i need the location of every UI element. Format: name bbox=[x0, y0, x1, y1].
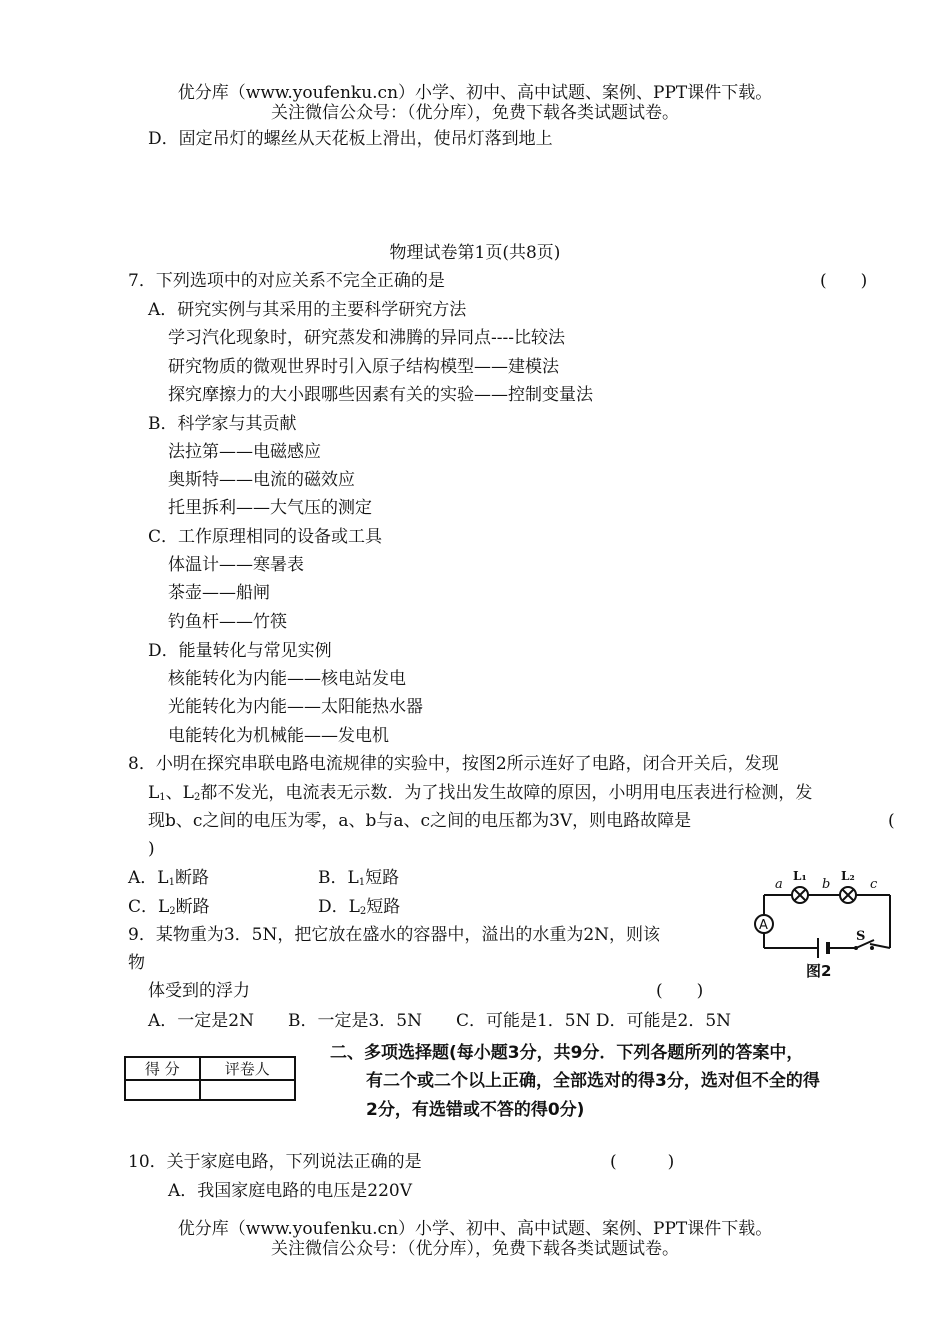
question-10-stem: 10．关于家庭电路，下列说法正确的是 bbox=[128, 1152, 422, 1172]
question-7-answer-paren: ( ) bbox=[820, 271, 868, 291]
question-8-line-1: 8．小明在探究串联电路电流规律的实验中，按图2所示连好了电路，闭合开关后，发现 bbox=[128, 754, 779, 774]
point-label-a: a bbox=[775, 877, 783, 892]
question-8-line-3: 现b、c之间的电压为零，a、b与a、c之间的电压都为3V，则电路故障是 bbox=[148, 811, 692, 831]
question-9-answer-paren: ( ) bbox=[656, 981, 704, 1001]
question-9-options: A．一定是2N B．一定是3．5N C．可能是1．5N D．可能是2．5N bbox=[148, 1011, 732, 1031]
question-9-line-2: 物 bbox=[128, 953, 145, 973]
q8-option-a: A．$L_1$断路 bbox=[128, 868, 209, 888]
q7-option-a-item-1: 学习汽化现象时，研究蒸发和沸腾的异同点----比较法 bbox=[168, 328, 565, 348]
score-table bbox=[124, 1056, 296, 1101]
circuit-diagram-figure-2 bbox=[748, 866, 898, 984]
footer-line-2: 关注微信公众号：（优分库），免费下载各类试题试卷。 bbox=[271, 1239, 679, 1259]
q7-option-d-item-3: 电能转化为机械能——发电机 bbox=[168, 726, 389, 746]
question-10-option-a: A．我国家庭电路的电压是220V bbox=[168, 1181, 413, 1201]
lamp-label-l1: L₁ bbox=[793, 869, 807, 883]
question-9-line-3: 体受到的浮力 bbox=[148, 981, 250, 1001]
q7-option-b-title: B．科学家与其贡献 bbox=[148, 414, 297, 434]
question-7-stem: 7．下列选项中的对应关系不完全正确的是 bbox=[128, 271, 445, 291]
q7-option-c-item-3: 钓鱼杆——竹筷 bbox=[168, 612, 287, 632]
switch-contact bbox=[870, 946, 874, 950]
section-2-heading-line-3: 2分，有选错或不答的得0分) bbox=[366, 1100, 585, 1120]
q7-option-b-item-2: 奥斯特——电流的磁效应 bbox=[168, 470, 355, 490]
q7-option-a-item-2: 研究物质的微观世界时引入原子结构模型——建模法 bbox=[168, 357, 559, 377]
q8-option-b: B．$L_1$短路 bbox=[318, 868, 400, 888]
footer-line-1: 优分库（www.youfenku.cn）小学、初中、高中试题、案例、PPT课件下载。 bbox=[177, 1219, 773, 1239]
question-8-paren-close: ) bbox=[148, 839, 155, 859]
point-label-b: b bbox=[822, 877, 831, 892]
lamp-label-l2: L₂ bbox=[841, 869, 855, 883]
q8-option-c: C．$L_2$断路 bbox=[128, 897, 210, 917]
question-10-answer-paren: ( ) bbox=[610, 1152, 675, 1172]
header-line-2: 关注微信公众号：（优分库），免费下载各类试题试卷。 bbox=[271, 103, 679, 123]
question-8-paren-open: ( bbox=[888, 811, 895, 831]
ammeter-label: A bbox=[759, 918, 768, 933]
score-header: 得 分 bbox=[125, 1057, 200, 1080]
q7-option-b-item-1: 法拉第——电磁感应 bbox=[168, 442, 321, 462]
q7-option-b-item-3: 托里拆利——大气压的测定 bbox=[168, 498, 372, 518]
section-2-heading-line-2: 有二个或二个以上正确，全部选对的得3分，选对但不全的得 bbox=[366, 1071, 820, 1091]
q7-option-c-title: C．工作原理相同的设备或工具 bbox=[148, 527, 383, 547]
page-label: 物理试卷第1页(共8页) bbox=[389, 243, 561, 263]
q7-option-c-item-2: 茶壶——船闸 bbox=[168, 583, 270, 603]
question-8-line-2: $L_1$、$L_2$都不发光，电流表无示数．为了找出发生故障的原因，小明用电压表进行检测，发 bbox=[148, 783, 813, 803]
figure-caption: 图2 bbox=[806, 962, 832, 980]
q7-option-d-item-1: 核能转化为内能——核电站发电 bbox=[168, 669, 406, 689]
q7-option-a-title: A．研究实例与其采用的主要科学研究方法 bbox=[148, 300, 467, 320]
section-2-heading-line-1: 二、多项选择题(每小题3分，共9分．下列各题所列的答案中， bbox=[330, 1043, 804, 1063]
header-line-1: 优分库（www.youfenku.cn）小学、初中、高中试题、案例、PPT课件下载。 bbox=[177, 83, 773, 103]
switch-label: S bbox=[856, 929, 866, 944]
question-6-option-d: D．固定吊灯的螺丝从天花板上滑出，使吊灯落到地上 bbox=[148, 129, 553, 149]
q7-option-d-item-2: 光能转化为内能——太阳能热水器 bbox=[168, 697, 423, 717]
score-cell[interactable] bbox=[125, 1080, 200, 1100]
q8-option-d: D．$L_2$短路 bbox=[318, 897, 401, 917]
point-label-c: c bbox=[870, 877, 878, 892]
question-9-line-1: 9．某物重为3．5N，把它放在盛水的容器中，溢出的水重为2N，则该 bbox=[128, 925, 661, 945]
grader-header: 评卷人 bbox=[200, 1057, 295, 1080]
q7-option-a-item-3: 探究摩擦力的大小跟哪些因素有关的实验——控制变量法 bbox=[168, 385, 593, 405]
q7-option-d-title: D．能量转化与常见实例 bbox=[148, 641, 332, 661]
q7-option-c-item-1: 体温计——寒暑表 bbox=[168, 555, 304, 575]
grader-cell[interactable] bbox=[200, 1080, 295, 1100]
